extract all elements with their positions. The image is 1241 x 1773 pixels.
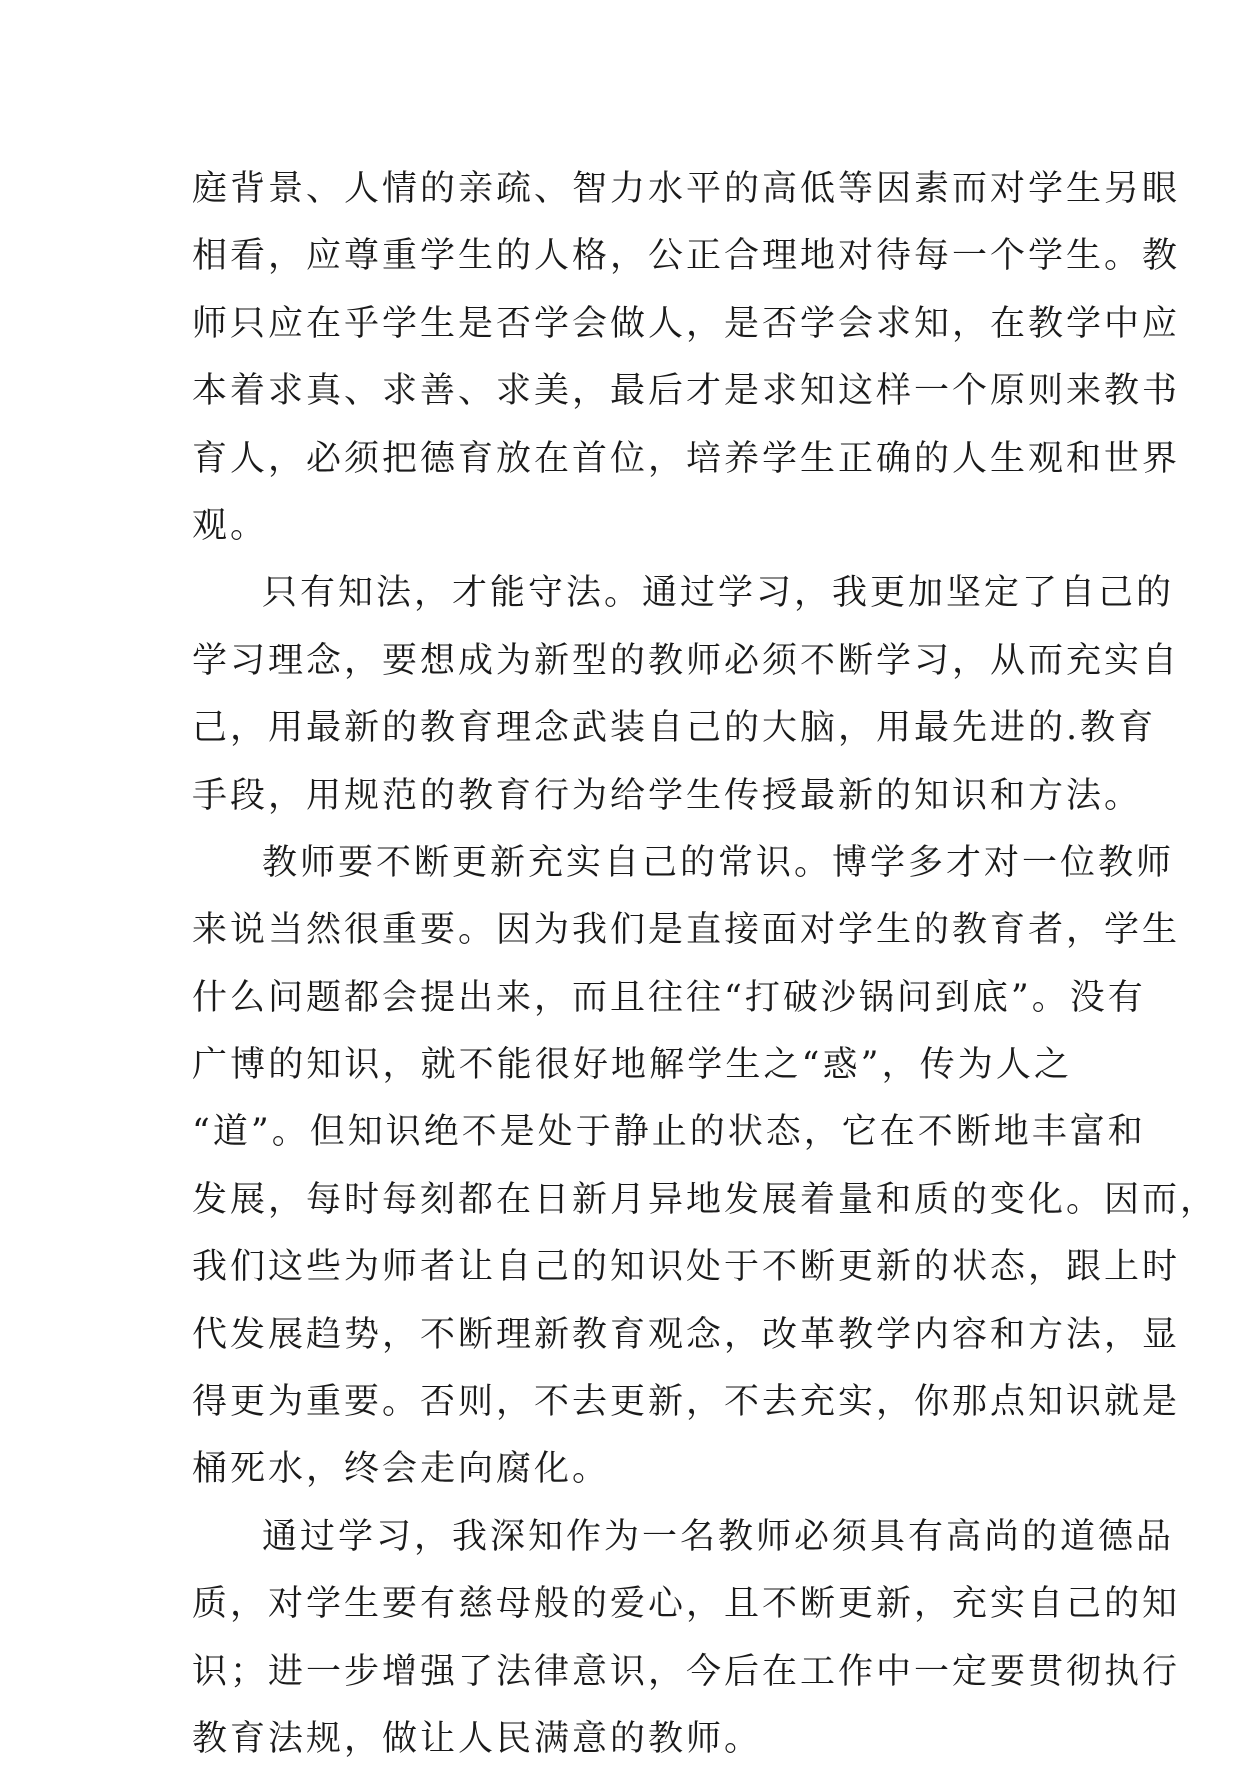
text-line: 己，用最新的教育理念武装自己的大脑，用最先进的.教育 bbox=[192, 708, 1157, 749]
text-line: 代发展趋势，不断理新教育观念，改革教学内容和方法，显 bbox=[192, 1314, 1181, 1355]
text-line: 桶死水，终会走向腐化。 bbox=[192, 1449, 611, 1490]
text-line: 得更为重要。否则，不去更新，不去充实，你那点知识就是 bbox=[192, 1382, 1181, 1423]
text-line: 通过学习，我深知作为一名教师必须具有高尚的道德品 bbox=[262, 1516, 1175, 1557]
text-line: 来说当然很重要。因为我们是直接面对学生的教育者，学生 bbox=[192, 910, 1181, 951]
text-line: 什么问题都会提出来，而且往往“打破沙锅问到底”。没有 bbox=[192, 977, 1146, 1018]
text-line: 教育法规，做让人民满意的教师。 bbox=[192, 1718, 763, 1759]
text-line: 学习理念，要想成为新型的教师必须不断学习，从而充实自 bbox=[192, 640, 1181, 681]
text-line: 观。 bbox=[192, 505, 269, 546]
document-body bbox=[192, 156, 1219, 1773]
text-line: 我们这些为师者让自己的知识处于不断更新的状态，跟上时 bbox=[192, 1247, 1181, 1288]
text-line: 庭背景、人情的亲疏、智力水平的高低等因素而对学生另眼 bbox=[192, 169, 1181, 209]
text-line: 发展，每时每刻都在日新月异地发展着量和质的变化。因而， bbox=[192, 1179, 1219, 1220]
text-line: 识；进一步增强了法律意识，今后在工作中一定要贯彻执行 bbox=[192, 1651, 1181, 1692]
text-line: 相看，应尊重学生的人格，公正合理地对待每一个学生。教 bbox=[192, 236, 1181, 277]
text-line: 广博的知识，就不能很好地解学生之“惑”，传为人之 bbox=[192, 1045, 1072, 1086]
text-line: 教师要不断更新充实自己的常识。博学多才对一位教师 bbox=[262, 842, 1175, 883]
text-line: 手段，用规范的教育行为给学生传授最新的知识和方法。 bbox=[192, 775, 1143, 816]
text-line: 只有知法，才能守法。通过学习，我更加坚定了自己的 bbox=[262, 573, 1175, 614]
text-line: 质，对学生要有慈母般的爱心，且不断更新，充实自己的知 bbox=[192, 1584, 1181, 1625]
text-line: 本着求真、求善、求美，最后才是求知这样一个原则来教书 bbox=[192, 371, 1181, 412]
text-line: 师只应在乎学生是否学会做人，是否学会求知，在教学中应 bbox=[192, 303, 1181, 344]
text-line: 育人，必须把德育放在首位，培养学生正确的人生观和世界 bbox=[192, 438, 1181, 479]
text-line: “道”。但知识绝不是处于静止的状态，它在不断地丰富和 bbox=[192, 1112, 1146, 1153]
